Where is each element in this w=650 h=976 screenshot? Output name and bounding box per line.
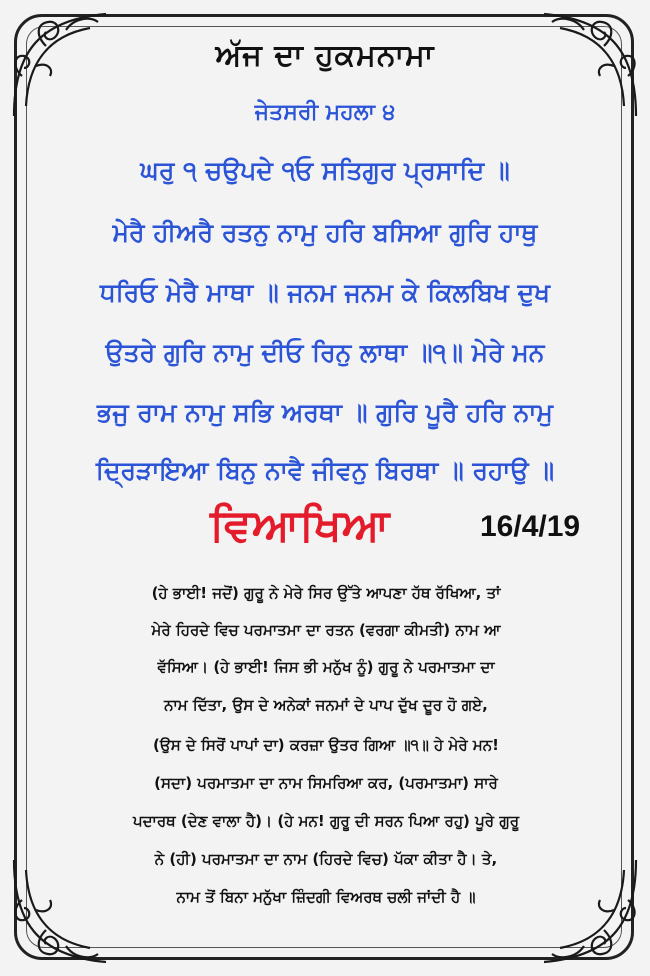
explanation-line: (ਹੇ ਭਾਈ! ਜਦੋਂ) ਗੁਰੂ ਨੇ ਮੇਰੇ ਸਿਰ ਉੱਤੇ ਆਪਣਾ ਹੱਥ ਰੱਖਿਆ, ਤਾਂ <box>151 584 501 602</box>
date-label: 16/4/19 <box>480 510 581 543</box>
vyakhya-header <box>0 500 650 560</box>
raag-heading: ਜੇਤਸਰੀ ਮਹਲਾ ੪ <box>254 100 396 125</box>
shabad-line: ਧਰਿਓ ਮੇਰੈ ਮਾਥਾ ॥ ਜਨਮ ਜਨਮ ਕੇ ਕਿਲਬਿਖ ਦੁਖ <box>100 278 550 307</box>
explanation-line: (ਉਸ ਦੇ ਸਿਰੋਂ ਪਾਪਾਂ ਦਾ) ਕਰਜ਼ਾ ਉਤਰ ਗਿਆ ॥੧॥ ਹੇ ਮੇਰੇ ਮਨ! <box>153 736 499 754</box>
explanation-line: ਮੇਰੇ ਹਿਰਦੇ ਵਿਚ ਪਰਮਾਤਮਾ ਦਾ ਰਤਨ (ਵਰਗਾ ਕੀਮਤੀ) ਨਾਮ ਆ <box>151 621 501 639</box>
explanation-line: ਨੇ (ਹੀ) ਪਰਮਾਤਮਾ ਦਾ ਨਾਮ (ਹਿਰਦੇ ਵਿਚ) ਪੱਕਾ ਕੀਤਾ ਹੈ। ਤੇ, <box>154 850 498 868</box>
vyakhya-heading: ਵਿਆਖਿਆ <box>210 500 390 551</box>
page-title: ਅੱਜ ਦਾ ਹੁਕਮਨਾਮਾ <box>215 38 435 73</box>
explanation-line: ਵੱਸਿਆ। (ਹੇ ਭਾਈ! ਜਿਸ ਭੀ ਮਨੁੱਖ ਨੂੰ) ਗੁਰੂ ਨੇ ਪਰਮਾਤਮਾ ਦਾ <box>157 658 495 676</box>
explanation-line: ਪਦਾਰਥ (ਦੇਣ ਵਾਲਾ ਹੈ)। (ਹੇ ਮਨ! ਗੁਰੂ ਦੀ ਸਰਨ ਪਿਆ ਰਹੁ) ਪੂਰੇ ਗੁਰੂ <box>132 812 520 830</box>
corner-ornament-icon <box>524 850 644 970</box>
shabad-line: ਮੇਰੈ ਹੀਅਰੈ ਰਤਨੁ ਨਾਮੁ ਹਰਿ ਬਸਿਆ ਗੁਰਿ ਹਾਥੁ <box>112 218 538 247</box>
explanation-line: (ਸਦਾ) ਪਰਮਾਤਮਾ ਦਾ ਨਾਮ ਸਿਮਰਿਆ ਕਰ, (ਪਰਮਾਤਮਾ) ਸਾਰੇ <box>154 774 498 792</box>
shabad-line: ਭਜੁ ਰਾਮ ਨਾਮੁ ਸਭਿ ਅਰਥਾ ॥ ਗੁਰਿ ਪੂਰੈ ਹਰਿ ਨਾਮੁ <box>97 398 553 427</box>
corner-ornament-icon <box>6 850 126 970</box>
shabad-line: ਘਰੁ ੧ ਚਉਪਦੇ ੧ਓ ਸਤਿਗੁਰ ਪ੍ਰਸਾਦਿ ॥ <box>140 156 510 185</box>
shabad-line: ਉਤਰੇ ਗੁਰਿ ਨਾਮੁ ਦੀਓ ਰਿਨੁ ਲਾਥਾ ॥੧॥ ਮੇਰੇ ਮਨ <box>105 338 545 367</box>
explanation-line: ਨਾਮ ਦਿੱਤਾ, ਉਸ ਦੇ ਅਨੇਕਾਂ ਜਨਮਾਂ ਦੇ ਪਾਪ ਦੁੱਖ ਦੂਰ ਹੋ ਗਏ, <box>164 696 488 714</box>
explanation-line: ਨਾਮ ਤੋਂ ਬਿਨਾ ਮਨੁੱਖਾ ਜ਼ਿੰਦਗੀ ਵਿਅਰਥ ਚਲੀ ਜਾਂਦੀ ਹੈ ॥ <box>176 888 476 906</box>
shabad-line: ਦ੍ਰਿੜਾਇਆ ਬਿਨੁ ਨਾਵੈ ਜੀਵਨੁ ਬਿਰਥਾ ॥ ਰਹਾਉ ॥ <box>95 456 555 485</box>
